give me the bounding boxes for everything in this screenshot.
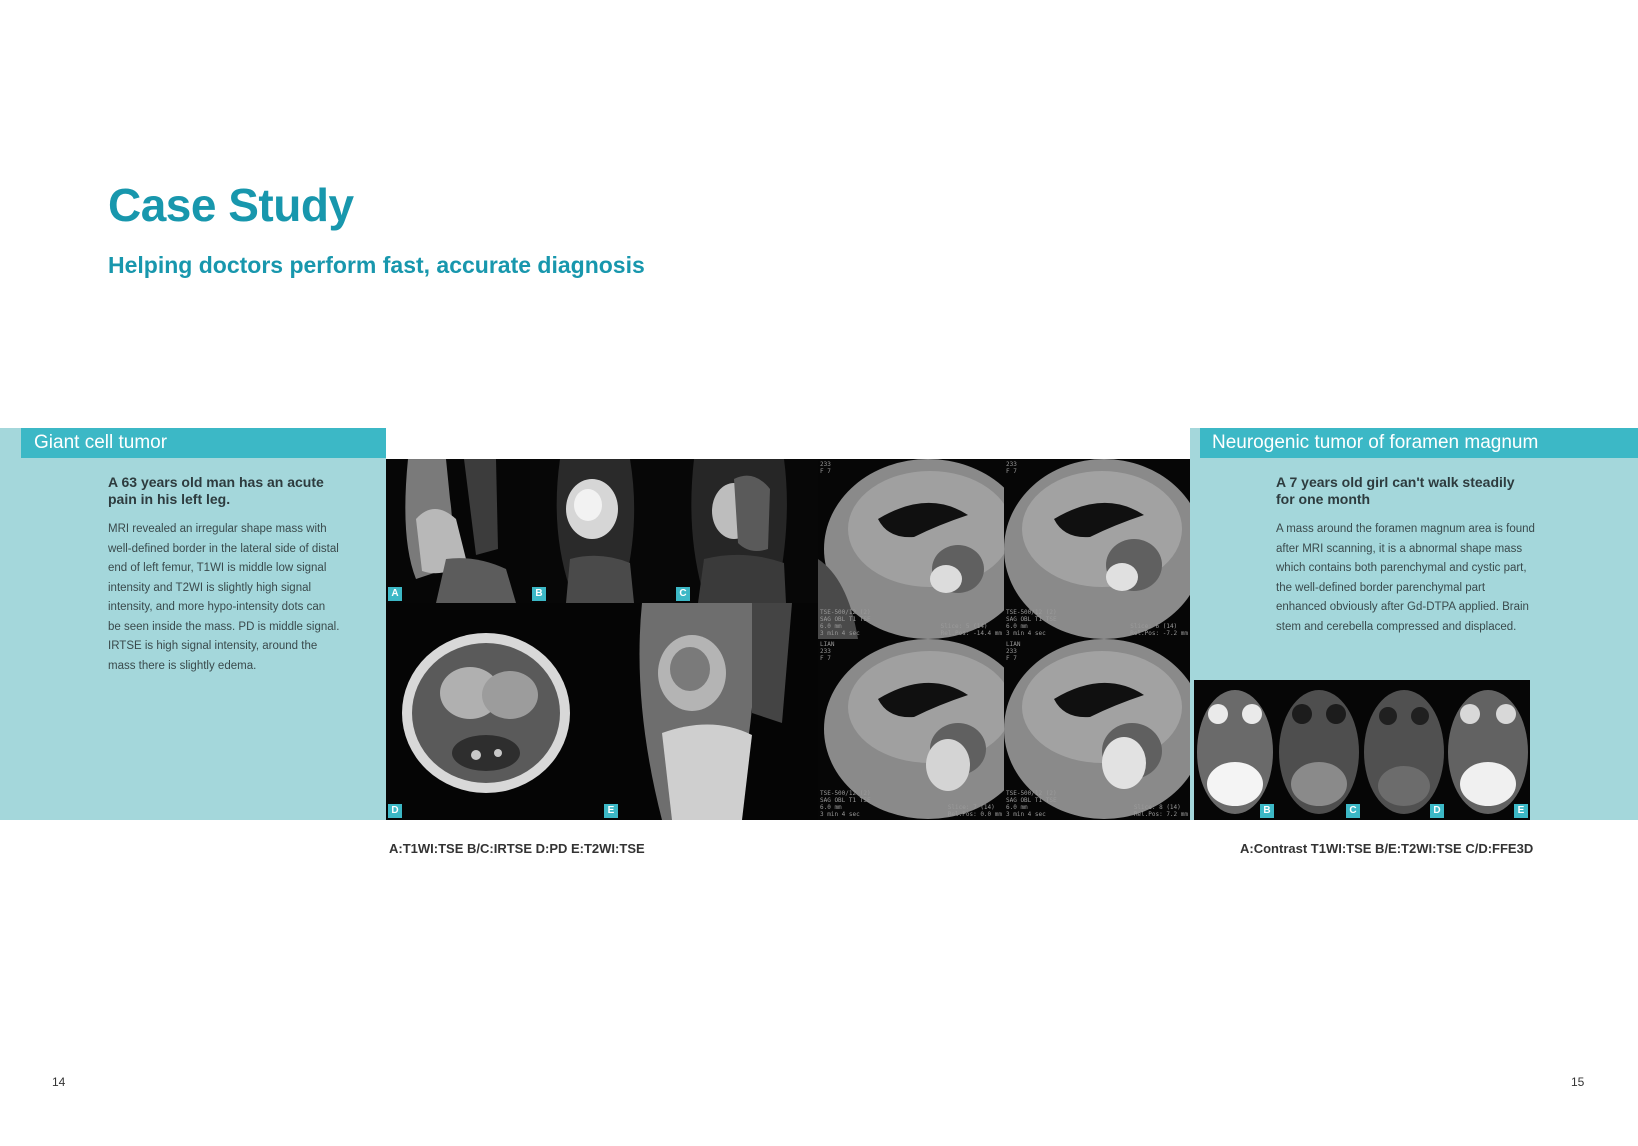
case-left-body: MRI revealed an irregular shape mass with well-defined border in the lateral side of distal end of left femur, T1WI is middle low signal intensity and T2WI is slightly high signal intensity, and more hypo-intensity dots can be seen inside the mass. PD is middle signal. IRTSE is high signal intensity, around the mass there is slightly edema.	[108, 523, 340, 672]
scan-overlay-top: 233 F 7	[1006, 461, 1017, 475]
case-heading-neurogenic-tumor: Neurogenic tumor of foramen magnum	[1200, 428, 1638, 458]
mri-brain-sagittal-2	[1004, 459, 1190, 639]
scan-overlay-bottom-right: Slice: 5 (14) Rel.Pos: -14.4 mm	[940, 623, 1002, 637]
mri-brain-sagittal-1	[818, 459, 1004, 639]
image-label-c: C	[1346, 804, 1360, 818]
image-label-b: B	[1260, 804, 1274, 818]
caption-left: A:T1WI:TSE B/C:IRTSE D:PD E:T2WI:TSE	[389, 841, 645, 856]
image-label-d: D	[1430, 804, 1444, 818]
case-right-lead: A 7 years old girl can't walk steadily for one month	[1276, 474, 1515, 507]
mri-brain-sagittal-3	[818, 639, 1004, 820]
scan-overlay-top: LIAN 233 F 7	[1006, 641, 1021, 662]
image-label-d: D	[388, 804, 402, 818]
page-number-right: 15	[1571, 1075, 1585, 1089]
mri-knee-c-irtse	[674, 459, 818, 603]
image-label-e: E	[604, 804, 618, 818]
scan-overlay-bottom-right: Slice: 7 (14) Rel.Pos: 0.0 mm	[947, 804, 1002, 818]
page-subtitle: Helping doctors perform fast, accurate diagnosis	[108, 252, 645, 278]
case-right-body: A mass around the foramen magnum area is found after MRI scanning, it is a abnormal shape mass which contains both parenchymal and cystic part, the well-defined border parenchymal part enhanced obviously after Gd-DTPA applied. Brain stem and cerebella compressed and displaced.	[1276, 523, 1535, 633]
mri-brain-sagittal-4	[1004, 639, 1190, 820]
mri-knee-d-pd	[386, 603, 602, 820]
caption-right: A:Contrast T1WI:TSE B/E:T2WI:TSE C/D:FFE3D	[1240, 841, 1534, 856]
mri-brain-axial-e	[1446, 680, 1530, 820]
case-left-lead: A 63 years old man has an acute pain in his left leg.	[108, 474, 324, 507]
scan-overlay-bottom-left: TSE-500/12 (2) SAG OBL T1 TSE 6.0 mm 3 min 4 sec	[1006, 609, 1057, 637]
mri-brain-axial-c	[1276, 680, 1362, 820]
scan-overlay-top: 233 F 7	[820, 461, 831, 475]
image-label-a: A	[388, 587, 402, 601]
page-number-left: 14	[52, 1075, 66, 1089]
scan-overlay-bottom-left: TSE-500/12 (2) SAG OBL T1 TSE 6.0 mm 3 min 4 sec	[820, 609, 871, 637]
case-heading-giant-cell-tumor: Giant cell tumor	[21, 428, 386, 458]
mri-knee-e-t2wi	[602, 603, 818, 820]
scan-overlay-bottom-right: Slice: 6 (14) Rel.Pos: -7.2 mm	[1130, 623, 1188, 637]
scan-overlay-bottom-right: Slice: 8 (14) Rel.Pos: 7.2 mm	[1133, 804, 1188, 818]
mri-brain-axial-d	[1362, 680, 1446, 820]
image-label-c: C	[676, 587, 690, 601]
mri-knee-a-t1wi	[386, 459, 530, 603]
scan-overlay-bottom-left: TSE-500/12 (2) SAG OBL T1 TSE 6.0 mm 3 min 4 sec	[1006, 790, 1057, 818]
scan-overlay-top: LIAN 233 F 7	[820, 641, 835, 662]
scan-overlay-bottom-left: TSE-500/12 (2) SAG OBL T1 TSE 6.0 mm 3 min 4 sec	[820, 790, 871, 818]
image-label-b: B	[532, 587, 546, 601]
mri-knee-b-irtse	[530, 459, 674, 603]
page-title: Case Study	[108, 179, 354, 231]
mri-brain-axial-b	[1194, 680, 1276, 820]
image-label-e: E	[1514, 804, 1528, 818]
